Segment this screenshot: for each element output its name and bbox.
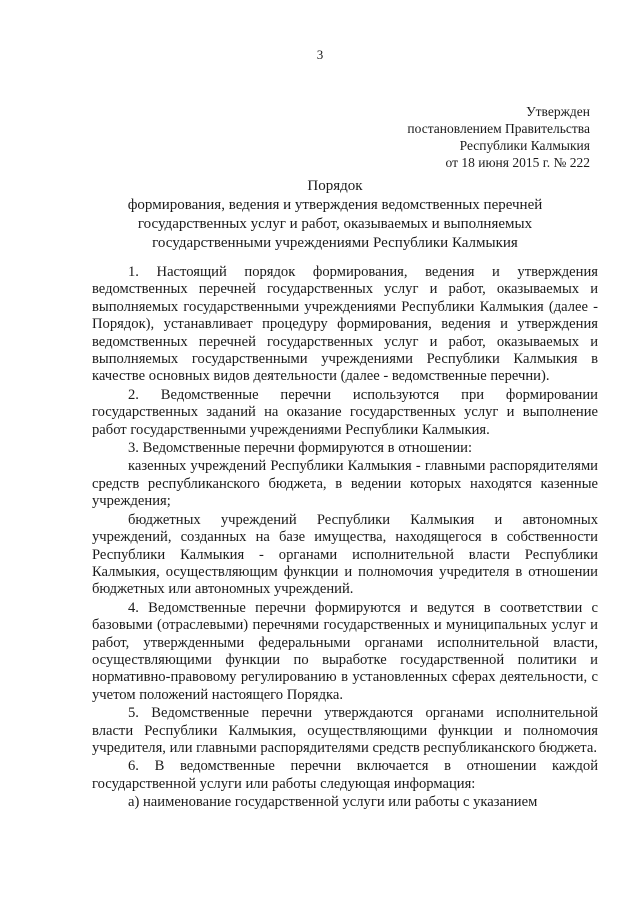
title-line: формирования, ведения и утверждения ведомственных перечней [127,197,543,213]
document-title [92,177,578,253]
approval-date: от 18 июня 2015 г. № 222 [445,155,590,170]
approval-stamp [407,103,590,171]
approval-line: постановлением Правительства [407,121,590,136]
paragraph: бюджетных учреждений Республики Калмыкия и автономных учреждений, созданных на базе имущества, находящегося в собственности Республики Калмыкия - органами исполнительной власти Республики Калмыкия, осуществляющим функции и полномочия учредителя в отношении бюджетных или автономных учреждений. [92,511,598,598]
approval-line: Утвержден [526,104,590,119]
paragraph: 3. Ведомственные перечни формируются в отношении: [128,440,472,457]
paragraph: 5. Ведомственные перечни утверждаются органами исполнительной власти Республики Калмыкия, осуществляющими функции и полномочия учредителя, или главными распорядителями средств республиканского бюджета. [92,705,598,756]
paragraph: а) наименование государственной услуги или работы с указанием [128,794,538,811]
approval-line: Республики Калмыкия [459,138,590,153]
paragraph: 4. Ведомственные перечни формируются и ведутся в соответствии с базовыми (отраслевыми) перечнями государственных и муниципальных услуг и работ, утвержденными федеральными органами исполнительной власти, осуществляющими функции по выработке государственной политики и нормативно-правовому регулированию в установленных сферах деятельности, с учетом положений настоящего Порядка. [92,599,598,703]
title-line: государственными учреждениями Республики Калмыкия [152,235,518,251]
page-number: 3 [316,47,324,62]
paragraph: казенных учреждений Республики Калмыкия - главными распорядителями средств республиканского бюджета, в ведении которых находятся казенные учреждения; [92,458,598,510]
paragraph: 6. В ведомственные перечни включается в отношении каждой государственной услуги или работы следующая информация: [92,758,598,792]
paragraph: 1. Настоящий порядок формирования, ведения и утверждения ведомственных перечней государственных услуг и работ, оказываемых и выполняемых государственными учреждениями Республики Калмыкия (далее - Порядок), устанавливает процедуру формирования, ведения и утверждения ведомственных перечней государственных услуг и работ, оказываемых и выполняемых государственными учреждениями Республики Калмыкия в качестве основных видов деятельности (далее - ведомственные перечни). [92,264,598,385]
title-line: государственных услуг и работ, оказываемых и выполняемых [137,216,533,232]
title-heading: Порядок [307,178,363,194]
document-body [92,264,598,812]
paragraph: 2. Ведомственные перечни используются при формировании государственных заданий на оказание государственных услуг и выполнение работ государственными учреждениями Республики Калмыкия. [92,386,598,438]
